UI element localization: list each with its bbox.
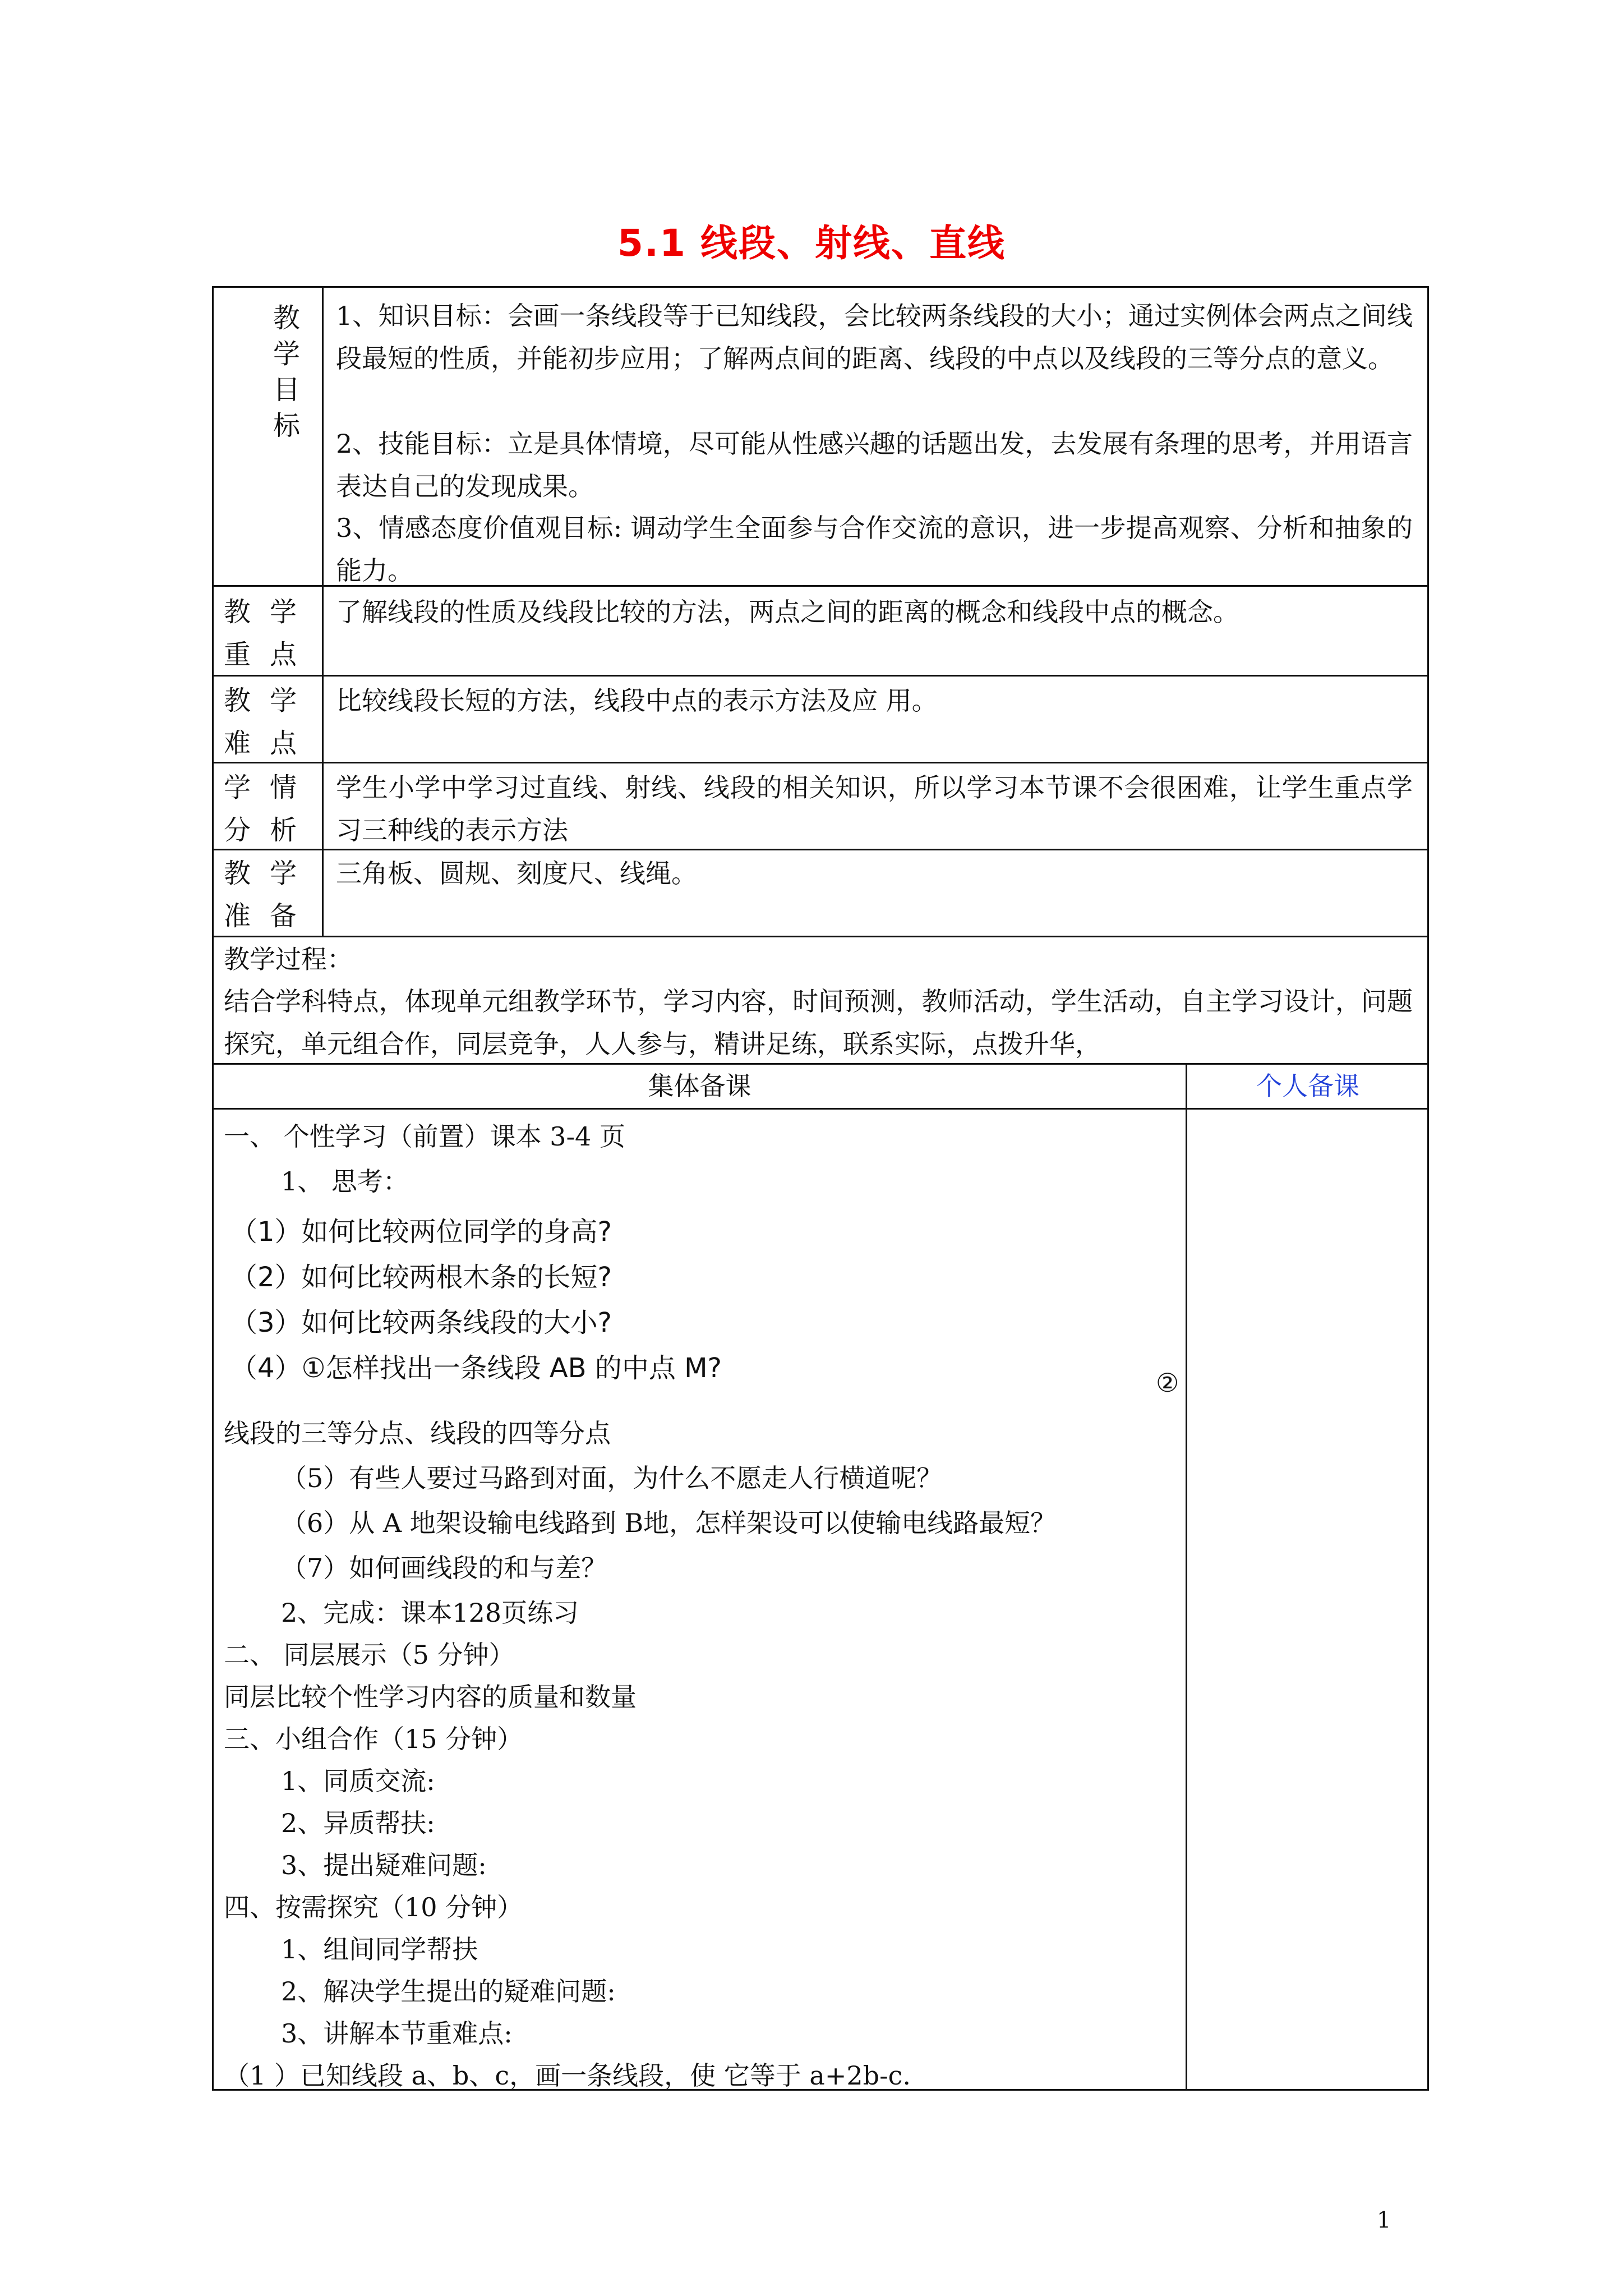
question-3: （3）如何比较两条线段的大小? (230, 1307, 612, 1338)
goals-knowledge: 1、知识目标：会画一条线段等于已知线段，会比较两条线段的大小；通过实例体会两点之间线段最短的性质，并能初步应用；了解两点间的距离、线段的中点以及线段的三等分点的意义。 (336, 301, 1413, 374)
trisection-line: 线段的三等分点、线段的四等分点 (224, 1418, 611, 1448)
page-number: 1 (1377, 2207, 1391, 2233)
section-3-item-3: 3、提出疑难问题: (281, 1850, 487, 1880)
section-4-item-1: 1、组间同学帮扶 (281, 1934, 478, 1964)
section-4-item-3: 3、讲解本节重难点: (281, 2018, 513, 2049)
section-3-item-1: 1、同质交流: (281, 1766, 435, 1796)
analysis-label: 学 情 分析 (224, 772, 297, 846)
question-4-part-2: ② (1156, 1368, 1179, 1398)
process-label: 教学过程： (224, 944, 353, 974)
section-1-heading: 一、 个性学习（前置）课本 3-4 页 (224, 1121, 625, 1152)
key-points-label: 教 学 重点 (224, 596, 297, 670)
analysis-text: 学生小学中学习过直线、射线、线段的相关知识，所以学习本节课不会很困难，让学生重点学习三种线的表示方法 (336, 772, 1413, 845)
key-points-text: 了解线段的性质及线段比较的方法，两点之间的距离的概念和线段中点的概念。 (336, 597, 1239, 627)
example-1: （1 ）已知线段 a、b、c，画一条线段，使 它等于 a+2b-c. (224, 2060, 911, 2091)
preparation-label: 教 学 准备 (224, 858, 297, 932)
section-4-item-2: 2、解决学生提出的疑难问题: (281, 1976, 616, 2007)
question-4: （4）①怎样找出一条线段 AB 的中点 M? (230, 1352, 722, 1384)
section-2-text: 同层比较个性学习内容的质量和数量 (224, 1682, 637, 1712)
question-6: （6）从 A 地架设输电线路到 B地，怎样架设可以使输电线路最短？ (281, 1508, 1057, 1538)
group-prep-header: 集体备课 (648, 1071, 751, 1101)
question-1: （1）如何比较两位同学的身高? (230, 1216, 612, 1248)
lesson-plan-table (212, 286, 1429, 2091)
section-4-heading: 四、按需探究（10 分钟） (224, 1892, 523, 1922)
question-7: （7）如何画线段的和与差？ (281, 1553, 607, 1583)
preparation-text: 三角板、圆规、刻度尺、线绳。 (336, 858, 697, 889)
difficulties-text: 比较线段长短的方法，线段中点的表示方法及应 用。 (336, 685, 938, 716)
goals-skill: 2、技能目标：立是具体情境，尽可能从性感兴趣的话题出发，去发展有条理的思考，并用语言表达自己的发现成果。 (336, 429, 1413, 501)
section-1-think: 1、 思考： (281, 1166, 409, 1197)
process-text: 结合学科特点，体现单元组教学环节，学习内容，时间预测，教师活动，学生活动，自主学习设计，问题探究，单元组合作，同层竞争，人人参与，精讲足练，联系实际，点拨升华， (224, 986, 1413, 1059)
difficulties-label: 教 学 难点 (224, 685, 297, 759)
document-title: 5.1 线段、射线、直线 (617, 222, 1006, 265)
section-3-item-2: 2、异质帮扶: (281, 1808, 435, 1838)
personal-prep-header: 个人备课 (1256, 1071, 1359, 1101)
section-3-heading: 三、小组合作（15 分钟） (224, 1724, 523, 1754)
question-2: （2）如何比较两根木条的长短? (230, 1262, 612, 1293)
goals-emotion: 3、情感态度价值观目标: 调动学生全面参与合作交流的意识，进一步提高观察、分析和抽象的能力。 (336, 513, 1413, 586)
question-5: （5）有些人要过马路到对面，为什么不愿走人行横道呢？ (281, 1463, 943, 1493)
section-2-heading: 二、 同层展示（5 分钟） (224, 1640, 515, 1670)
goals-label: 教学目标 (273, 302, 300, 441)
section-1-exercise: 2、完成：课本128页练习 (281, 1598, 579, 1628)
